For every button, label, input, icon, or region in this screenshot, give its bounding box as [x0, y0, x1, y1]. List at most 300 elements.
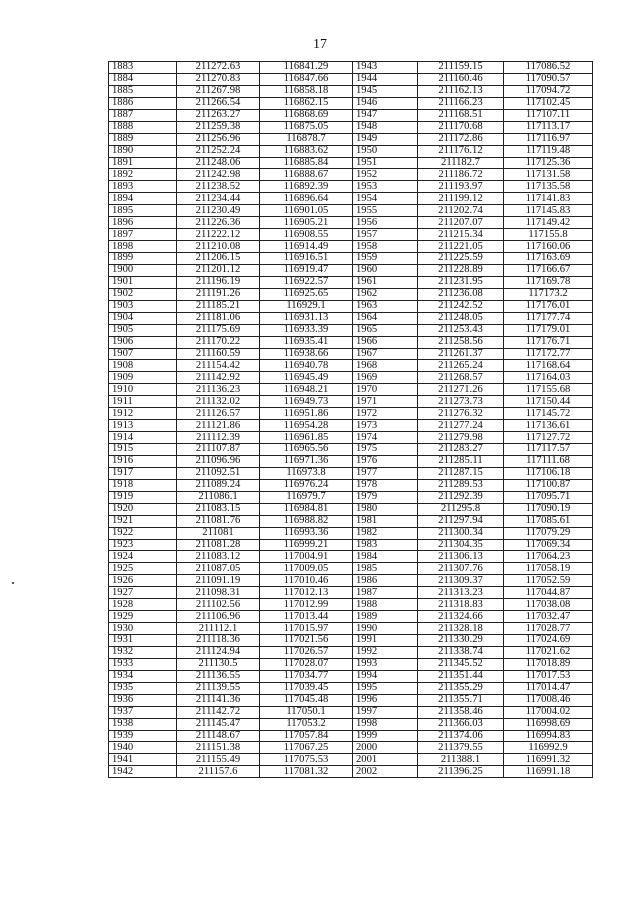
table-row [109, 408, 593, 420]
x-coordinate-cell: 211283.27 [418, 444, 504, 456]
y-coordinate-cell: 116984.81 [260, 503, 353, 515]
x-coordinate-cell: 211270.83 [177, 73, 260, 85]
y-coordinate-cell: 117168.64 [504, 360, 593, 372]
y-coordinate-cell: 117145.72 [504, 408, 593, 420]
x-coordinate-cell: 211112.1 [177, 623, 260, 635]
point-number-cell: 1884 [109, 73, 177, 85]
point-number-cell: 1896 [109, 217, 177, 229]
point-number-cell: 1972 [353, 408, 418, 420]
point-number-cell: 1887 [109, 109, 177, 121]
x-coordinate-cell: 211355.71 [418, 694, 504, 706]
y-coordinate-cell: 117169.78 [504, 276, 593, 288]
x-coordinate-cell: 211148.67 [177, 730, 260, 742]
y-coordinate-cell: 117075.53 [260, 754, 353, 766]
margin-dot [12, 582, 14, 584]
point-number-cell: 1962 [353, 288, 418, 300]
table-row [109, 670, 593, 682]
point-number-cell: 1907 [109, 348, 177, 360]
point-number-cell: 1917 [109, 467, 177, 479]
y-coordinate-cell: 116908.55 [260, 229, 353, 241]
point-number-cell: 1919 [109, 491, 177, 503]
point-number-cell: 1983 [353, 539, 418, 551]
y-coordinate-cell: 116999.21 [260, 539, 353, 551]
point-number-cell: 1908 [109, 360, 177, 372]
x-coordinate-cell: 211338.74 [418, 646, 504, 658]
y-coordinate-cell: 116885.84 [260, 157, 353, 169]
y-coordinate-cell: 117176.71 [504, 336, 593, 348]
y-coordinate-cell: 116976.24 [260, 479, 353, 491]
point-number-cell: 1926 [109, 575, 177, 587]
point-number-cell: 1893 [109, 181, 177, 193]
x-coordinate-cell: 211297.94 [418, 515, 504, 527]
point-number-cell: 1892 [109, 169, 177, 181]
x-coordinate-cell: 211206.15 [177, 253, 260, 265]
x-coordinate-cell: 211263.27 [177, 109, 260, 121]
point-number-cell: 1897 [109, 229, 177, 241]
point-number-cell: 1973 [353, 420, 418, 432]
x-coordinate-cell: 211396.25 [418, 766, 504, 778]
y-coordinate-cell: 117179.01 [504, 324, 593, 336]
table-row [109, 217, 593, 229]
point-number-cell: 1956 [353, 217, 418, 229]
y-coordinate-cell: 117131.58 [504, 169, 593, 181]
table-row [109, 229, 593, 241]
x-coordinate-cell: 211261.37 [418, 348, 504, 360]
y-coordinate-cell: 117021.62 [504, 646, 593, 658]
point-number-cell: 1985 [353, 563, 418, 575]
point-number-cell: 1986 [353, 575, 418, 587]
table-row [109, 276, 593, 288]
x-coordinate-cell: 211215.34 [418, 229, 504, 241]
table-row [109, 133, 593, 145]
point-number-cell: 1922 [109, 527, 177, 539]
y-coordinate-cell: 117136.61 [504, 420, 593, 432]
x-coordinate-cell: 211276.32 [418, 408, 504, 420]
table-row [109, 181, 593, 193]
point-number-cell: 1927 [109, 587, 177, 599]
y-coordinate-cell: 117119.48 [504, 145, 593, 157]
y-coordinate-cell: 116875.05 [260, 121, 353, 133]
coordinates-table-body [109, 62, 593, 778]
point-number-cell: 1971 [353, 396, 418, 408]
x-coordinate-cell: 211374.06 [418, 730, 504, 742]
y-coordinate-cell: 116991.18 [504, 766, 593, 778]
point-number-cell: 1904 [109, 312, 177, 324]
point-number-cell: 1930 [109, 623, 177, 635]
table-row [109, 336, 593, 348]
x-coordinate-cell: 211083.12 [177, 551, 260, 563]
table-row [109, 718, 593, 730]
table-row [109, 646, 593, 658]
x-coordinate-cell: 211307.76 [418, 563, 504, 575]
x-coordinate-cell: 211181.06 [177, 312, 260, 324]
x-coordinate-cell: 211172.86 [418, 133, 504, 145]
x-coordinate-cell: 211142.92 [177, 372, 260, 384]
x-coordinate-cell: 211155.49 [177, 754, 260, 766]
point-number-cell: 1945 [353, 85, 418, 97]
x-coordinate-cell: 211132.02 [177, 396, 260, 408]
point-number-cell: 1883 [109, 62, 177, 74]
point-number-cell: 1902 [109, 288, 177, 300]
y-coordinate-cell: 116901.05 [260, 205, 353, 217]
x-coordinate-cell: 211142.72 [177, 706, 260, 718]
x-coordinate-cell: 211159.15 [418, 62, 504, 74]
y-coordinate-cell: 117052.59 [504, 575, 593, 587]
y-coordinate-cell: 116896.64 [260, 193, 353, 205]
y-coordinate-cell: 117012.13 [260, 587, 353, 599]
table-row [109, 599, 593, 611]
point-number-cell: 1947 [353, 109, 418, 121]
table-row [109, 241, 593, 253]
table-row [109, 467, 593, 479]
x-coordinate-cell: 211304.35 [418, 539, 504, 551]
x-coordinate-cell: 211186.72 [418, 169, 504, 181]
y-coordinate-cell: 116951.86 [260, 408, 353, 420]
x-coordinate-cell: 211242.52 [418, 300, 504, 312]
x-coordinate-cell: 211081.28 [177, 539, 260, 551]
point-number-cell: 1994 [353, 670, 418, 682]
y-coordinate-cell: 117008.46 [504, 694, 593, 706]
point-number-cell: 1988 [353, 599, 418, 611]
table-row [109, 682, 593, 694]
point-number-cell: 1961 [353, 276, 418, 288]
point-number-cell: 1944 [353, 73, 418, 85]
table-row [109, 742, 593, 754]
y-coordinate-cell: 117032.47 [504, 611, 593, 623]
y-coordinate-cell: 117100.87 [504, 479, 593, 491]
y-coordinate-cell: 116892.39 [260, 181, 353, 193]
point-number-cell: 1987 [353, 587, 418, 599]
y-coordinate-cell: 117058.19 [504, 563, 593, 575]
point-number-cell: 2002 [353, 766, 418, 778]
y-coordinate-cell: 117004.02 [504, 706, 593, 718]
y-coordinate-cell: 117113.17 [504, 121, 593, 133]
y-coordinate-cell: 116979.7 [260, 491, 353, 503]
y-coordinate-cell: 117116.97 [504, 133, 593, 145]
x-coordinate-cell: 211087.05 [177, 563, 260, 575]
x-coordinate-cell: 211154.42 [177, 360, 260, 372]
y-coordinate-cell: 117149.42 [504, 217, 593, 229]
x-coordinate-cell: 211300.34 [418, 527, 504, 539]
y-coordinate-cell: 116858.18 [260, 85, 353, 97]
y-coordinate-cell: 116935.41 [260, 336, 353, 348]
y-coordinate-cell: 117106.18 [504, 467, 593, 479]
y-coordinate-cell: 117015.97 [260, 623, 353, 635]
x-coordinate-cell: 211166.23 [418, 97, 504, 109]
point-number-cell: 1978 [353, 479, 418, 491]
x-coordinate-cell: 211081.76 [177, 515, 260, 527]
y-coordinate-cell: 117034.77 [260, 670, 353, 682]
y-coordinate-cell: 116925.65 [260, 288, 353, 300]
point-number-cell: 1925 [109, 563, 177, 575]
x-coordinate-cell: 211136.23 [177, 384, 260, 396]
table-row [109, 205, 593, 217]
point-number-cell: 1967 [353, 348, 418, 360]
point-number-cell: 1911 [109, 396, 177, 408]
y-coordinate-cell: 116961.85 [260, 432, 353, 444]
y-coordinate-cell: 116948.21 [260, 384, 353, 396]
table-row [109, 563, 593, 575]
point-number-cell: 1964 [353, 312, 418, 324]
y-coordinate-cell: 117086.52 [504, 62, 593, 74]
x-coordinate-cell: 211168.51 [418, 109, 504, 121]
y-coordinate-cell: 116945.49 [260, 372, 353, 384]
point-number-cell: 1941 [109, 754, 177, 766]
table-row [109, 193, 593, 205]
y-coordinate-cell: 116922.57 [260, 276, 353, 288]
x-coordinate-cell: 211279.98 [418, 432, 504, 444]
point-number-cell: 1934 [109, 670, 177, 682]
x-coordinate-cell: 211358.46 [418, 706, 504, 718]
point-number-cell: 1923 [109, 539, 177, 551]
y-coordinate-cell: 116883.62 [260, 145, 353, 157]
x-coordinate-cell: 211351.44 [418, 670, 504, 682]
y-coordinate-cell: 117173.2 [504, 288, 593, 300]
x-coordinate-cell: 211258.56 [418, 336, 504, 348]
table-row [109, 706, 593, 718]
point-number-cell: 1891 [109, 157, 177, 169]
x-coordinate-cell: 211201.12 [177, 264, 260, 276]
table-row [109, 62, 593, 74]
point-number-cell: 1889 [109, 133, 177, 145]
x-coordinate-cell: 211089.24 [177, 479, 260, 491]
x-coordinate-cell: 211210.08 [177, 241, 260, 253]
x-coordinate-cell: 211191.26 [177, 288, 260, 300]
x-coordinate-cell: 211238.52 [177, 181, 260, 193]
x-coordinate-cell: 211151.38 [177, 742, 260, 754]
point-number-cell: 1955 [353, 205, 418, 217]
y-coordinate-cell: 116965.56 [260, 444, 353, 456]
y-coordinate-cell: 117004.91 [260, 551, 353, 563]
x-coordinate-cell: 211318.83 [418, 599, 504, 611]
x-coordinate-cell: 211271.26 [418, 384, 504, 396]
y-coordinate-cell: 117090.57 [504, 73, 593, 85]
y-coordinate-cell: 117127.72 [504, 432, 593, 444]
point-number-cell: 1976 [353, 455, 418, 467]
table-row [109, 157, 593, 169]
y-coordinate-cell: 117067.25 [260, 742, 353, 754]
y-coordinate-cell: 117155.68 [504, 384, 593, 396]
x-coordinate-cell: 211345.52 [418, 658, 504, 670]
point-number-cell: 1885 [109, 85, 177, 97]
y-coordinate-cell: 117117.57 [504, 444, 593, 456]
y-coordinate-cell: 117145.83 [504, 205, 593, 217]
x-coordinate-cell: 211265.24 [418, 360, 504, 372]
point-number-cell: 1942 [109, 766, 177, 778]
x-coordinate-cell: 211145.47 [177, 718, 260, 730]
y-coordinate-cell: 117102.45 [504, 97, 593, 109]
table-row [109, 360, 593, 372]
table-row [109, 730, 593, 742]
y-coordinate-cell: 117057.84 [260, 730, 353, 742]
table-row [109, 479, 593, 491]
point-number-cell: 1938 [109, 718, 177, 730]
y-coordinate-cell: 116993.36 [260, 527, 353, 539]
y-coordinate-cell: 116949.73 [260, 396, 353, 408]
y-coordinate-cell: 117069.34 [504, 539, 593, 551]
point-number-cell: 1933 [109, 658, 177, 670]
y-coordinate-cell: 116933.39 [260, 324, 353, 336]
y-coordinate-cell: 116971.36 [260, 455, 353, 467]
x-coordinate-cell: 211289.53 [418, 479, 504, 491]
table-row [109, 527, 593, 539]
x-coordinate-cell: 211202.74 [418, 205, 504, 217]
x-coordinate-cell: 211256.96 [177, 133, 260, 145]
x-coordinate-cell: 211292.39 [418, 491, 504, 503]
y-coordinate-cell: 117028.77 [504, 623, 593, 635]
table-row [109, 324, 593, 336]
x-coordinate-cell: 211234.44 [177, 193, 260, 205]
table-row [109, 658, 593, 670]
point-number-cell: 1903 [109, 300, 177, 312]
x-coordinate-cell: 211196.19 [177, 276, 260, 288]
point-number-cell: 1997 [353, 706, 418, 718]
y-coordinate-cell: 117085.61 [504, 515, 593, 527]
table-row [109, 611, 593, 623]
point-number-cell: 1954 [353, 193, 418, 205]
y-coordinate-cell: 116929.1 [260, 300, 353, 312]
y-coordinate-cell: 116998.69 [504, 718, 593, 730]
point-number-cell: 1968 [353, 360, 418, 372]
x-coordinate-cell: 211259.38 [177, 121, 260, 133]
point-number-cell: 1940 [109, 742, 177, 754]
y-coordinate-cell: 117141.83 [504, 193, 593, 205]
table-row [109, 587, 593, 599]
y-coordinate-cell: 116988.82 [260, 515, 353, 527]
point-number-cell: 1970 [353, 384, 418, 396]
y-coordinate-cell: 117014.47 [504, 682, 593, 694]
point-number-cell: 1995 [353, 682, 418, 694]
point-number-cell: 1921 [109, 515, 177, 527]
point-number-cell: 1935 [109, 682, 177, 694]
x-coordinate-cell: 211285.11 [418, 455, 504, 467]
y-coordinate-cell: 117045.48 [260, 694, 353, 706]
x-coordinate-cell: 211124.94 [177, 646, 260, 658]
x-coordinate-cell: 211098.31 [177, 587, 260, 599]
point-number-cell: 1936 [109, 694, 177, 706]
y-coordinate-cell: 116847.66 [260, 73, 353, 85]
point-number-cell: 1899 [109, 253, 177, 265]
y-coordinate-cell: 117017.53 [504, 670, 593, 682]
point-number-cell: 2000 [353, 742, 418, 754]
point-number-cell: 1906 [109, 336, 177, 348]
y-coordinate-cell: 116878.7 [260, 133, 353, 145]
table-row [109, 539, 593, 551]
y-coordinate-cell: 117079.29 [504, 527, 593, 539]
table-row [109, 97, 593, 109]
y-coordinate-cell: 116841.29 [260, 62, 353, 74]
x-coordinate-cell: 211228.89 [418, 264, 504, 276]
point-number-cell: 1999 [353, 730, 418, 742]
table-row [109, 288, 593, 300]
x-coordinate-cell: 211091.19 [177, 575, 260, 587]
x-coordinate-cell: 211328.18 [418, 623, 504, 635]
table-row [109, 372, 593, 384]
y-coordinate-cell: 117026.57 [260, 646, 353, 658]
y-coordinate-cell: 117039.45 [260, 682, 353, 694]
y-coordinate-cell: 117150.44 [504, 396, 593, 408]
point-number-cell: 1901 [109, 276, 177, 288]
point-number-cell: 1890 [109, 145, 177, 157]
point-number-cell: 1959 [353, 253, 418, 265]
x-coordinate-cell: 211118.36 [177, 635, 260, 647]
x-coordinate-cell: 211388.1 [418, 754, 504, 766]
table-row [109, 121, 593, 133]
point-number-cell: 1953 [353, 181, 418, 193]
table-row [109, 169, 593, 181]
y-coordinate-cell: 117164.03 [504, 372, 593, 384]
y-coordinate-cell: 117090.19 [504, 503, 593, 515]
point-number-cell: 1951 [353, 157, 418, 169]
x-coordinate-cell: 211221.05 [418, 241, 504, 253]
point-number-cell: 1996 [353, 694, 418, 706]
y-coordinate-cell: 116919.47 [260, 264, 353, 276]
table-row [109, 515, 593, 527]
y-coordinate-cell: 117009.05 [260, 563, 353, 575]
x-coordinate-cell: 211225.59 [418, 253, 504, 265]
point-number-cell: 1958 [353, 241, 418, 253]
y-coordinate-cell: 116954.28 [260, 420, 353, 432]
point-number-cell: 1980 [353, 503, 418, 515]
y-coordinate-cell: 117053.2 [260, 718, 353, 730]
x-coordinate-cell: 211226.36 [177, 217, 260, 229]
y-coordinate-cell: 117028.07 [260, 658, 353, 670]
point-number-cell: 1963 [353, 300, 418, 312]
x-coordinate-cell: 211267.98 [177, 85, 260, 97]
y-coordinate-cell: 117050.1 [260, 706, 353, 718]
y-coordinate-cell: 117081.32 [260, 766, 353, 778]
point-number-cell: 1929 [109, 611, 177, 623]
y-coordinate-cell: 117021.56 [260, 635, 353, 647]
table-row [109, 396, 593, 408]
point-number-cell: 1928 [109, 599, 177, 611]
point-number-cell: 2001 [353, 754, 418, 766]
point-number-cell: 1949 [353, 133, 418, 145]
point-number-cell: 1931 [109, 635, 177, 647]
x-coordinate-cell: 211252.24 [177, 145, 260, 157]
x-coordinate-cell: 211199.12 [418, 193, 504, 205]
point-number-cell: 1946 [353, 97, 418, 109]
y-coordinate-cell: 117013.44 [260, 611, 353, 623]
x-coordinate-cell: 211141.36 [177, 694, 260, 706]
point-number-cell: 1918 [109, 479, 177, 491]
point-number-cell: 1950 [353, 145, 418, 157]
point-number-cell: 1932 [109, 646, 177, 658]
x-coordinate-cell: 211185.21 [177, 300, 260, 312]
point-number-cell: 1948 [353, 121, 418, 133]
x-coordinate-cell: 211160.59 [177, 348, 260, 360]
x-coordinate-cell: 211107.87 [177, 444, 260, 456]
x-coordinate-cell: 211121.86 [177, 420, 260, 432]
point-number-cell: 1920 [109, 503, 177, 515]
table-row [109, 503, 593, 515]
y-coordinate-cell: 117177.74 [504, 312, 593, 324]
point-number-cell: 1943 [353, 62, 418, 74]
point-number-cell: 1937 [109, 706, 177, 718]
point-number-cell: 1974 [353, 432, 418, 444]
y-coordinate-cell: 116916.51 [260, 253, 353, 265]
table-row [109, 264, 593, 276]
point-number-cell: 1981 [353, 515, 418, 527]
point-number-cell: 1990 [353, 623, 418, 635]
x-coordinate-cell: 211092.51 [177, 467, 260, 479]
table-row [109, 575, 593, 587]
coordinates-table [108, 61, 593, 778]
table-row [109, 491, 593, 503]
point-number-cell: 1975 [353, 444, 418, 456]
table-row [109, 694, 593, 706]
x-coordinate-cell: 211324.66 [418, 611, 504, 623]
